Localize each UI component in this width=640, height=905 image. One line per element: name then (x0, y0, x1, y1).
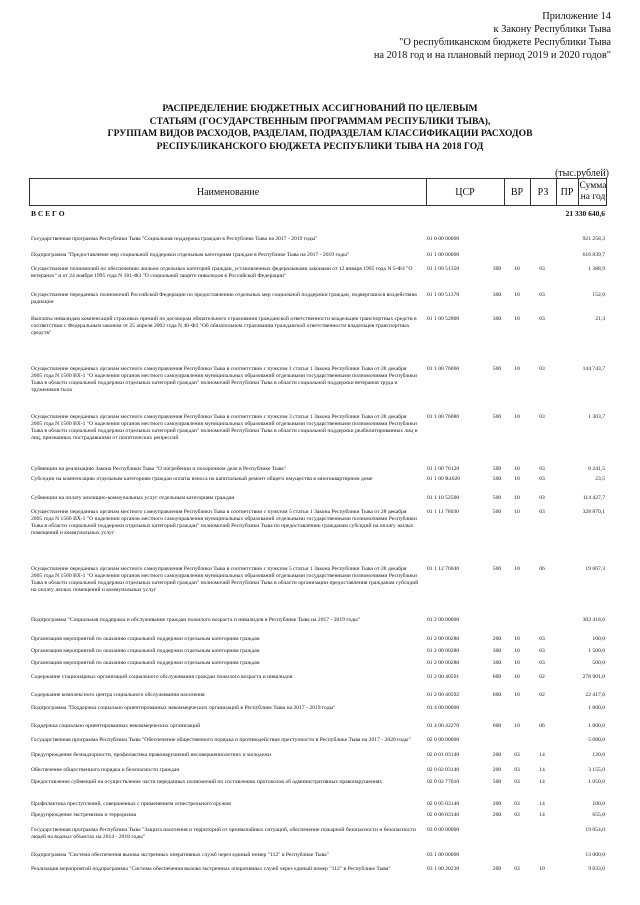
cell-vr: 200 (492, 752, 502, 758)
cell-csr: 02 0 06 03140 (427, 812, 460, 818)
cell-name: Подпрограмма "Предоставление мер социальной поддержки отдельным категориям граждан в Республике Тыва на 2017 - 2019 годы" (31, 252, 350, 258)
cell-vr: 200 (492, 812, 502, 818)
cell-rz: 10 (514, 636, 520, 642)
cell-sum: 1 388,9 (588, 266, 605, 272)
cell-csr: 01 1 00 76060 (427, 366, 460, 372)
cell-sum: 19 667,3 (585, 566, 605, 572)
cell-vr: 200 (492, 767, 502, 773)
cell-sum: 328 870,1 (582, 509, 605, 515)
cell-pr: 06 (539, 723, 545, 729)
cell-name: Профилактика преступлений, совершенных с применением огнестрельного оружия (31, 801, 231, 807)
cell-csr: 01 1 00 76080 (427, 414, 460, 420)
cell-rz: 10 (514, 366, 520, 372)
document-title (0, 103, 640, 153)
cell-sum: 23,5 (595, 476, 605, 482)
cell-rz: 03 (514, 767, 520, 773)
cell-vr: 500 (492, 466, 502, 472)
cell-csr: 01 1 12 76040 (427, 566, 460, 572)
cell-sum: 9 033,0 (588, 866, 605, 872)
title-line: РЕСПУБЛИКАНСКОГО БЮДЖЕТА РЕСПУБЛИКИ ТЫВА НА 2018 ГОД (156, 140, 484, 152)
cell-sum: 100,0 (592, 801, 605, 807)
cell-rz: 10 (514, 674, 520, 680)
cell-name: Предоставление субвенций на осуществление части переданных полномочий по составлению протоколов об административных правонарушениях (31, 779, 383, 785)
cell-pr: 10 (539, 866, 545, 872)
cell-sum: 500,0 (592, 660, 605, 666)
cell-csr: 02 0 05 03140 (427, 801, 460, 807)
cell-rz: 10 (514, 692, 520, 698)
cell-rz: 10 (514, 660, 520, 666)
cell-rz: 10 (514, 723, 520, 729)
cell-pr: 14 (539, 779, 545, 785)
header-csr: ЦСР (426, 179, 505, 205)
cell-name: Подпрограмма "Система обеспечения вызова экстренных оперативных служб через единый номер "112" в Республике Тыва" (31, 852, 329, 858)
cell-csr: 01 1 10 52500 (427, 495, 460, 501)
cell-name: Реализация мероприятий подпрограммы "Система обеспечения вызова экстренных оперативных служб через единый номер "112" в Республике Тыва" (31, 866, 391, 872)
cell-sum: 100,0 (592, 636, 605, 642)
cell-name: Осуществление переданных органам местного самоуправления Республики Тыва в соответствии с пунктом 3 статьи 1 Закона Республики Тыва от 28 декабря 2005 года N 1560 ВХ-1 "О наделении органов местного самоуправления муниципальных образований отдельными государственными полномочиями Республики Тыва в области социальной поддержки отдельных категорий граждан" полномочий Республики Тыва в области социальной поддержки реабилитированных лиц и лиц, признанных пострадавшими от политических репрессий (31, 414, 418, 442)
cell-vr: 500 (492, 476, 502, 482)
total-label: В С Е Г О (31, 209, 65, 218)
cell-sum: 13 000,0 (585, 852, 605, 858)
cell-name: Субвенции на реализацию Закона Республики Тыва "О погребении и похоронном деле в Республике Тыва" (31, 466, 287, 472)
cell-sum: 616 839,7 (582, 252, 605, 258)
cell-name: Содержание стационарных организаций социального обслуживания граждан пожилого возраста и инвалидов (31, 674, 293, 680)
cell-pr: 03 (539, 414, 545, 420)
cell-sum: 1 303,7 (588, 414, 605, 420)
cell-csr: 02 0 02 77010 (427, 779, 460, 785)
cell-pr: 03 (539, 466, 545, 472)
cell-name: Осуществление переданных органам местного самоуправления Республики Тыва в соответствии с пунктом 5 статьи 1 Закона Республики Тыва от 28 декабря 2005 года N 1560 ВХ-1 "О наделении органов местного самоуправления муниципальных образований отдельными государственными полномочиями Республики Тыва в области социальной поддержки отдельных категорий граждан" полномочий Республики Тыва в области организации предоставления гражданам субсидий на оплату жилых помещений и коммунальных услуг (31, 566, 419, 594)
cell-pr: 03 (539, 509, 545, 515)
cell-sum: 655,0 (592, 812, 605, 818)
cell-csr: 03 0 00 00000 (427, 827, 460, 833)
cell-pr: 03 (539, 636, 545, 642)
cell-sum: 144 743,7 (582, 366, 605, 372)
cell-vr: 300 (492, 316, 502, 322)
cell-sum: 303 418,6 (582, 617, 605, 623)
cell-csr: 02 0 01 03140 (427, 752, 460, 758)
cell-name: Подпрограмма "Социальная поддержка и обслуживание граждан пожилого возраста и инвалидов в Республике Тыва на 2017 - 2019 годы" (31, 617, 361, 623)
title-line: СТАТЬЯМ (ГОСУДАРСТВЕННЫМ ПРОГРАММАМ РЕСПУБЛИКИ ТЫВА), (149, 115, 491, 127)
cell-rz: 10 (514, 495, 520, 501)
cell-vr: 200 (492, 636, 502, 642)
cell-rz: 03 (514, 812, 520, 818)
cell-vr: 600 (492, 692, 502, 698)
cell-rz: 03 (514, 752, 520, 758)
cell-name: Осуществление переданных органам местного самоуправления Республики Тыва в соответствии с пунктом 5 статьи 1 Закона Республики Тыва от 28 декабря 2005 года N 1560 ВХ-1 "О наделении органов местного самоуправления муниципальных образований отдельными государственными полномочиями Республики Тыва в области социальной поддержки отдельных категорий граждан" полномочий Республики Тыва по предоставлению гражданам субсидий на оплату жилых помещений и коммунальных услуг (31, 509, 417, 537)
cell-name: Осуществление полномочий по обеспечению жильем отдельных категорий граждан, установленных федеральными законами от 12 января 1995 года N 5-ФЗ "О ветеранах" и от 24 ноября 1995 года N 181-ФЗ "О социальной защите инвалидов в Российской Федерации" (31, 266, 413, 280)
cell-name: Государственная программа Республики Тыва "Защита населения и территорий от чрезвычайных ситуаций, обеспечение пожарной безопасности и безопасности людей на водных объектах на 2014 - 2018 годы" (31, 827, 416, 841)
cell-sum: 21,3 (595, 316, 605, 322)
header-name: Наименование (30, 179, 427, 205)
cell-csr: 02 0 00 00000 (427, 737, 460, 743)
title-line: РАСПРЕДЕЛЕНИЕ БЮДЖЕТНЫХ АССИГНОВАНИЙ ПО ЦЕЛЕВЫМ (162, 103, 478, 114)
total-sum: 21 330 640,6 (565, 209, 605, 218)
cell-vr: 200 (492, 801, 502, 807)
cell-csr: 01 1 00 00000 (427, 252, 460, 258)
header-sum: Сумма на год (579, 181, 607, 202)
cell-sum: 114 427,7 (582, 495, 605, 501)
cell-name: Государственная программа Республики Тыва "Обеспечение общественного порядка и противодействие преступности в Республике Тыва на 2017 - 2020 годы" (31, 737, 411, 743)
cell-rz: 03 (514, 801, 520, 807)
cell-csr: 01 2 00 00280 (427, 636, 460, 642)
cell-sum: 5 080,0 (588, 737, 605, 743)
units-label: (тыс.рублей) (554, 168, 609, 179)
cell-vr: 500 (492, 509, 502, 515)
cell-name: Подпрограмма "Поддержка социально ориентированных некоммерческих организаций в Республике Тыва на 2017 - 2019 годы" (31, 705, 336, 711)
cell-pr: 03 (539, 292, 545, 298)
cell-name: Поддержка социально ориентированных некоммерческих организаций (31, 723, 201, 729)
cell-pr: 14 (539, 752, 545, 758)
cell-pr: 14 (539, 767, 545, 773)
cell-csr: 01 4 00 00000 (427, 705, 460, 711)
cell-rz: 10 (514, 292, 520, 298)
cell-sum: 3 155,0 (588, 767, 605, 773)
cell-name: Предупреждение безнадзорности, профилактика правонарушений несовершеннолетних и молодежи (31, 752, 271, 758)
cell-pr: 14 (539, 812, 545, 818)
appendix-line: Приложение 14 (542, 11, 611, 22)
cell-rz: 03 (514, 866, 520, 872)
cell-csr: 01 2 00 00280 (427, 660, 460, 666)
cell-name: Обеспечение общественного порядка и безопасности граждан (31, 767, 180, 773)
cell-name: Организация мероприятий по оказанию социальной поддержки отдельным категориям граждан (31, 660, 260, 666)
cell-csr: 01 1 00 51350 (427, 266, 460, 272)
cell-pr: 06 (539, 566, 545, 572)
cell-csr: 01 1 00 R4620 (427, 476, 461, 482)
header-vr: ВР (504, 179, 531, 205)
header-rz: РЗ (530, 179, 557, 205)
cell-sum: 1 500,0 (588, 648, 605, 654)
cell-sum: 22 417,6 (585, 692, 605, 698)
cell-name: Выплаты инвалидам компенсаций страховых премий по договорам обязательного страхования гражданской ответственности владельцев транспортных средств в соответствии с Федеральным законом от 25 апреля 2002 года N 40-ФЗ "Об обязательном страховании гражданской ответственности владельцев транспортных средств" (31, 316, 417, 337)
cell-csr: 01 1 11 76030 (427, 509, 459, 515)
cell-name: Субсидии на компенсацию отдельным категориям граждан оплаты взноса на капитальный ремонт общего имущества в многоквартирном доме (31, 476, 373, 482)
cell-rz: 10 (514, 509, 520, 515)
cell-csr: 03 1 00 20230 (427, 866, 460, 872)
cell-vr: 300 (492, 292, 502, 298)
cell-pr: 02 (539, 692, 545, 698)
cell-pr: 02 (539, 674, 545, 680)
cell-sum: 921 258,3 (582, 236, 605, 242)
cell-csr: 01 1 00 52800 (427, 316, 460, 322)
cell-name: Осуществление переданных полномочий Российской Федерации по предоставлению отдельных мер социальной поддержки граждан, подвергшихся воздействию радиации (31, 292, 418, 306)
cell-name: Организация мероприятий по оказанию социальной поддержки отдельным категориям граждан (31, 648, 260, 654)
cell-pr: 03 (539, 266, 545, 272)
cell-sum: 278 901,0 (582, 674, 605, 680)
cell-vr: 600 (492, 674, 502, 680)
cell-csr: 01 0 00 00000 (427, 236, 460, 242)
cell-sum: 19 054,0 (585, 827, 605, 833)
cell-rz: 03 (514, 779, 520, 785)
cell-sum: 120,0 (592, 752, 605, 758)
appendix-note (374, 10, 611, 62)
cell-pr: 03 (539, 316, 545, 322)
cell-vr: 500 (492, 495, 502, 501)
cell-rz: 10 (514, 566, 520, 572)
cell-pr: 14 (539, 801, 545, 807)
cell-name: Содержание комплексного центра социального обслуживания населения (31, 692, 205, 698)
cell-sum: 152,0 (592, 292, 605, 298)
cell-name: Государственная программа Республики Тыва "Социальная поддержка граждан в Республике Тыва на 2017 - 2019 годы" (31, 236, 318, 242)
cell-pr: 03 (539, 476, 545, 482)
cell-csr: 03 1 00 00000 (427, 852, 460, 858)
cell-vr: 500 (492, 366, 502, 372)
cell-vr: 500 (492, 566, 502, 572)
cell-rz: 10 (514, 414, 520, 420)
cell-pr: 03 (539, 495, 545, 501)
cell-pr: 03 (539, 648, 545, 654)
cell-csr: 02 0 02 03140 (427, 767, 460, 773)
cell-vr: 500 (492, 414, 502, 420)
cell-rz: 10 (514, 316, 520, 322)
cell-name: Субвенции на оплату жилищно-коммунальных услуг отдельным категориям граждан (31, 495, 235, 501)
cell-csr: 01 2 00 00000 (427, 617, 460, 623)
cell-csr: 01 4 00 42270 (427, 723, 460, 729)
appendix-line: к Закону Республики Тыва (493, 24, 611, 35)
cell-vr: 500 (492, 779, 502, 785)
cell-csr: 01 2 00 40592 (427, 692, 460, 698)
cell-name: Организация мероприятий по оказанию социальной поддержки отдельным категориям граждан (31, 636, 260, 642)
cell-rz: 10 (514, 466, 520, 472)
cell-vr: 300 (492, 660, 502, 666)
cell-vr: 300 (492, 266, 502, 272)
cell-name: Предупреждение экстремизма и терроризма (31, 812, 137, 818)
cell-sum: 1 000,0 (588, 705, 605, 711)
cell-sum: 1 050,0 (588, 779, 605, 785)
cell-csr: 01 1 00 51370 (427, 292, 460, 298)
cell-rz: 10 (514, 476, 520, 482)
cell-csr: 01 2 00 40591 (427, 674, 460, 680)
cell-rz: 10 (514, 266, 520, 272)
cell-name: Осуществление переданных органам местного самоуправления Республики Тыва в соответствии с пунктом 1 статьи 1 Закона Республики Тыва от 28 декабря 2005 года N 1560 ВХ-1 "О наделении органов местного самоуправления муниципальных образований отдельными государственными полномочиями Республики Тыва в области социальной поддержки отдельных категорий граждан" полномочий Республики Тыва в области социальной поддержки ветеранов труда и тружеников тыла (31, 366, 417, 394)
header-pr: ПР (556, 179, 579, 205)
title-line: ГРУППАМ ВИДОВ РАСХОДОВ, РАЗДЕЛАМ, ПОДРАЗДЕЛАМ КЛАССИФИКАЦИИ РАСХОДОВ (107, 128, 533, 139)
cell-sum: 1 000,0 (588, 723, 605, 729)
cell-pr: 03 (539, 366, 545, 372)
cell-csr: 01 1 00 76120 (427, 466, 460, 472)
cell-vr: 300 (492, 648, 502, 654)
cell-csr: 01 2 00 00280 (427, 648, 460, 654)
cell-pr: 03 (539, 660, 545, 666)
appendix-line: на 2018 год и на плановый период 2019 и 2020 годов" (373, 50, 611, 61)
cell-vr: 600 (492, 723, 502, 729)
table-header (29, 178, 607, 206)
cell-sum: 6 241,5 (588, 466, 605, 472)
cell-rz: 10 (514, 648, 520, 654)
cell-vr: 200 (492, 866, 502, 872)
appendix-line: "О республиканском бюджете Республики Тыва (399, 37, 611, 48)
